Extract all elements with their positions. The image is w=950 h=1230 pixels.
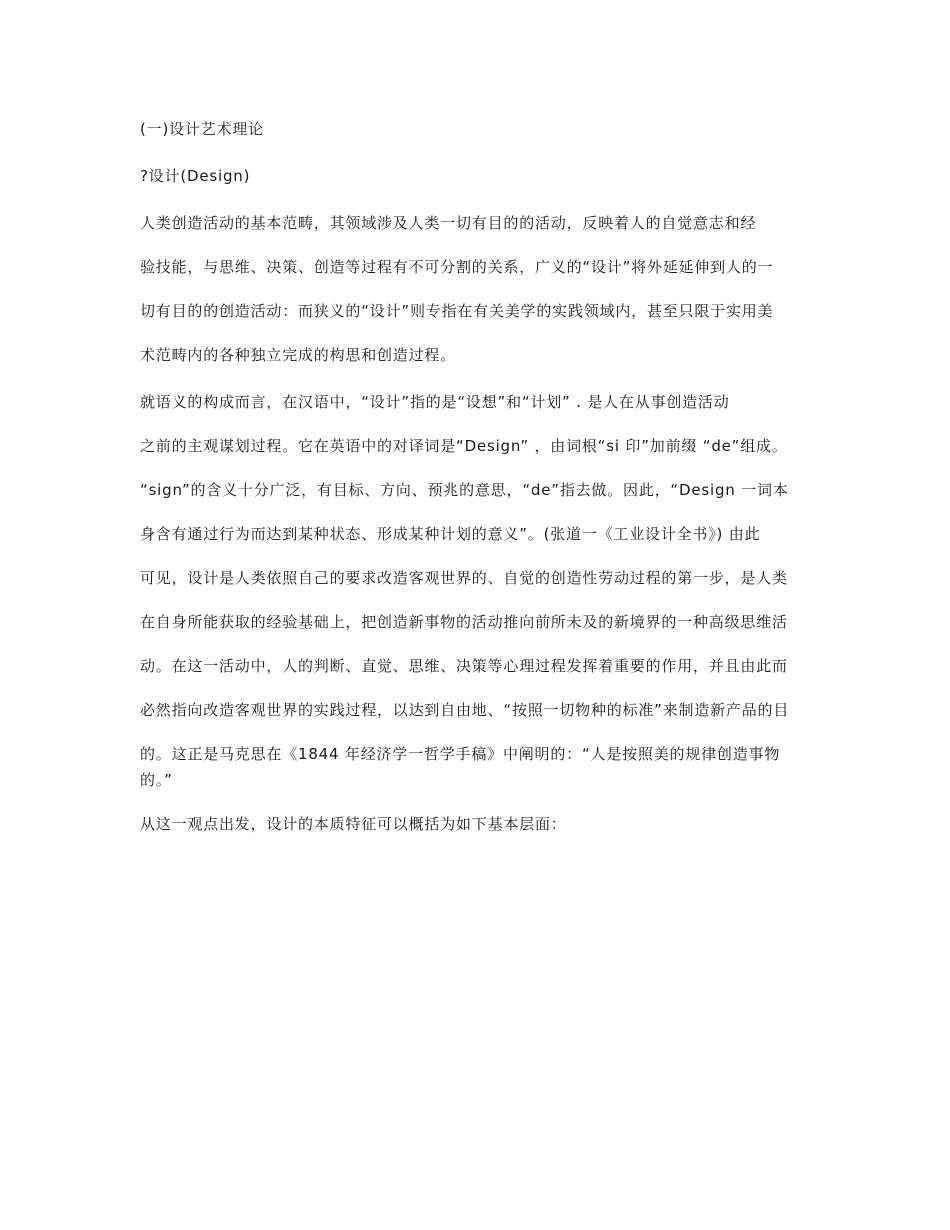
paragraph: 身含有通过行为而达到某种状态、形成某种计划的意义”。(张道一《工业设计全书》) 由此	[140, 525, 761, 543]
paragraph: 就语义的构成而言，在汉语中，“设计”指的是“设想”和“计划” . 是人在从事创造活动	[140, 393, 730, 411]
paragraph: “sign”的含义十分广泛，有目标、方向、预兆的意思，“de”指去做。因此，“Design 一词本	[140, 481, 789, 499]
paragraph: 人类创造活动的基本范畴，其领域涉及人类一切有目的的活动，反映着人的自觉意志和经	[140, 214, 757, 232]
paragraph: 的。这正是马克思在《1844 年经济学一哲学手稿》中阐明的：“人是按照美的规律创造事物的。”	[140, 745, 781, 789]
paragraph: 必然指向改造客观世界的实践过程，以达到自由地、“按照一切物种的标准”来制造新产品的目	[140, 701, 790, 719]
paragraph: 术范畴内的各种独立完成的构思和创造过程。	[140, 346, 457, 364]
paragraph: 在自身所能获取的经验基础上，把创造新事物的活动推向前所未及的新境界的一种高级思维活	[140, 613, 788, 631]
section-heading: (一)设计艺术理论	[140, 120, 264, 138]
term-heading: ?设计(Design)	[140, 167, 251, 185]
paragraph: 切有目的的创造活动：而狭义的“设计”则专指在有关美学的实践领域内，甚至只限于实用美	[140, 302, 774, 320]
document-body	[140, 116, 812, 837]
paragraph: 可见，设计是人类依照自己的要求改造客观世界的、自觉的创造性劳动过程的第一步，是人类	[140, 569, 788, 587]
paragraph: 验技能，与思维、决策、创造等过程有不可分割的关系，广义的“设计”将外延延伸到人的一	[140, 258, 774, 276]
paragraph: 之前的主观谋划过程。它在英语中的对译词是“Design” ，由词根“si 印”加前缀 “de”组成。	[140, 437, 788, 455]
paragraph: 从这一观点出发，设计的本质特征可以概括为如下基本层面：	[140, 815, 567, 833]
paragraph: 动。在这一活动中，人的判断、直觉、思维、决策等心理过程发挥着重要的作用，并且由此而	[140, 657, 788, 675]
